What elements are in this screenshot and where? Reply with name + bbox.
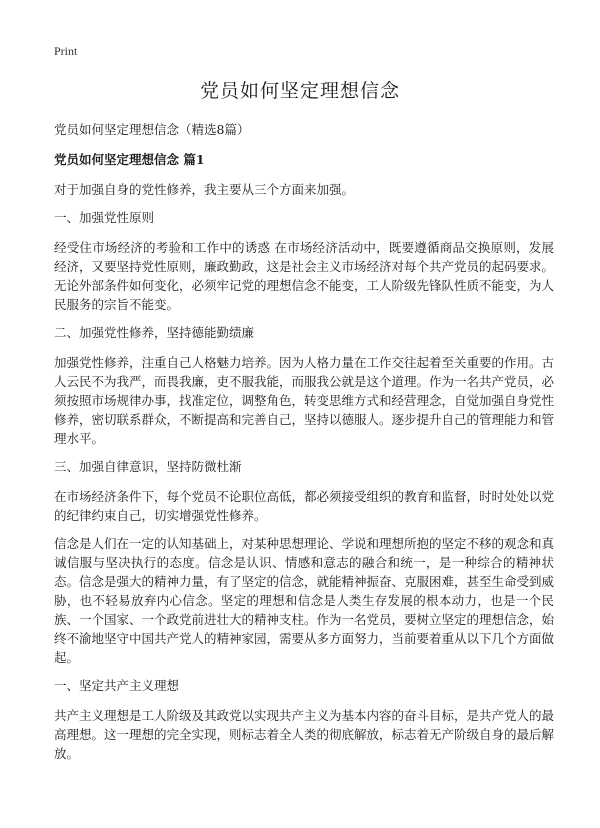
heading-party-principle: 一、加强党性原则 (54, 210, 155, 225)
heading-communist-ideal: 一、坚定共产主义理想 (54, 678, 180, 693)
paragraph-communist-ideal: 共产主义理想是工人阶级及其政党以实现共产主义为基本内容的奋斗目标，是共产党人的最高理想。这一理想的完全实现，则标志着全人类的彻底解放，标志着无产阶级自身的最后解放。 (54, 708, 555, 761)
heading-self-discipline: 三、加强自律意识，坚持防微杜渐 (54, 459, 242, 474)
section-title: 党员如何坚定理想信念 篇1 (54, 152, 205, 167)
document-body (54, 120, 554, 772)
paragraph-self-discipline: 在市场经济条件下，每个党员不论职位高低，都必须接受组织的教育和监督，时时处处以党的纪律约束自己，切实增强党性修养。 (54, 489, 555, 523)
paragraph-party-principle: 经受住市场经济的考验和工作中的诱惑 在市场经济活动中，既要遵循商品交换原则，发展经济，又要坚持党性原则，廉政勤政，这是社会主义市场经济对每个共产党员的起码要求。无论外部条件如何变化，必须牢记党的理想信念不能变，工人阶级先锋队性质不能变，为人民服务的宗旨不能变。 (54, 240, 555, 312)
paragraph-intro: 对于加强自身的党性修养，我主要从三个方面来加强。 (54, 182, 355, 197)
document-subtitle: 党员如何坚定理想信念（精选8篇） (54, 122, 250, 137)
document-title: 党员如何坚定理想信念 (199, 80, 400, 102)
paragraph-belief: 信念是人们在一定的认知基础上，对某种思想理论、学说和理想所抱的坚定不移的观念和真诚信服与坚决执行的态度。信念是认识、情感和意志的融合和统一，是一种综合的精神状态。信念是强大的精神力量，有了坚定的信念，就能精神振奋、克服困难，甚至生命受到威胁，也不轻易放弃内心信念。坚定的理想和信念是人类生存发展的根本动力，也是一个民族、一个国家、一个政党前进壮大的精神支柱。作为一名党员，要树立坚定的理想信念，始终不渝地坚守中国共产党人的精神家园，需要从多方面努力，当前要着重从以下几个方面做起。 (54, 536, 555, 665)
paragraph-party-cultivation: 加强党性修养，注重自己人格魅力培养。因为人格力量在工作交往起着至关重要的作用。古人云民不为我严，而畏我廉，吏不服我能，而服我公就是这个道理。作为一名共产党员，必须按照市场规律办事，找准定位，调整角色，转变思维方式和经营理念，自觉加强自身党性修养，密切联系群众，不断提高和完善自己，坚持以德服人。逐步提升自己的管理能力和管理水平。 (54, 355, 555, 446)
heading-party-cultivation: 二、加强党性修养，坚持德能勤绩廉 (54, 325, 255, 340)
print-label: Print (54, 44, 78, 58)
